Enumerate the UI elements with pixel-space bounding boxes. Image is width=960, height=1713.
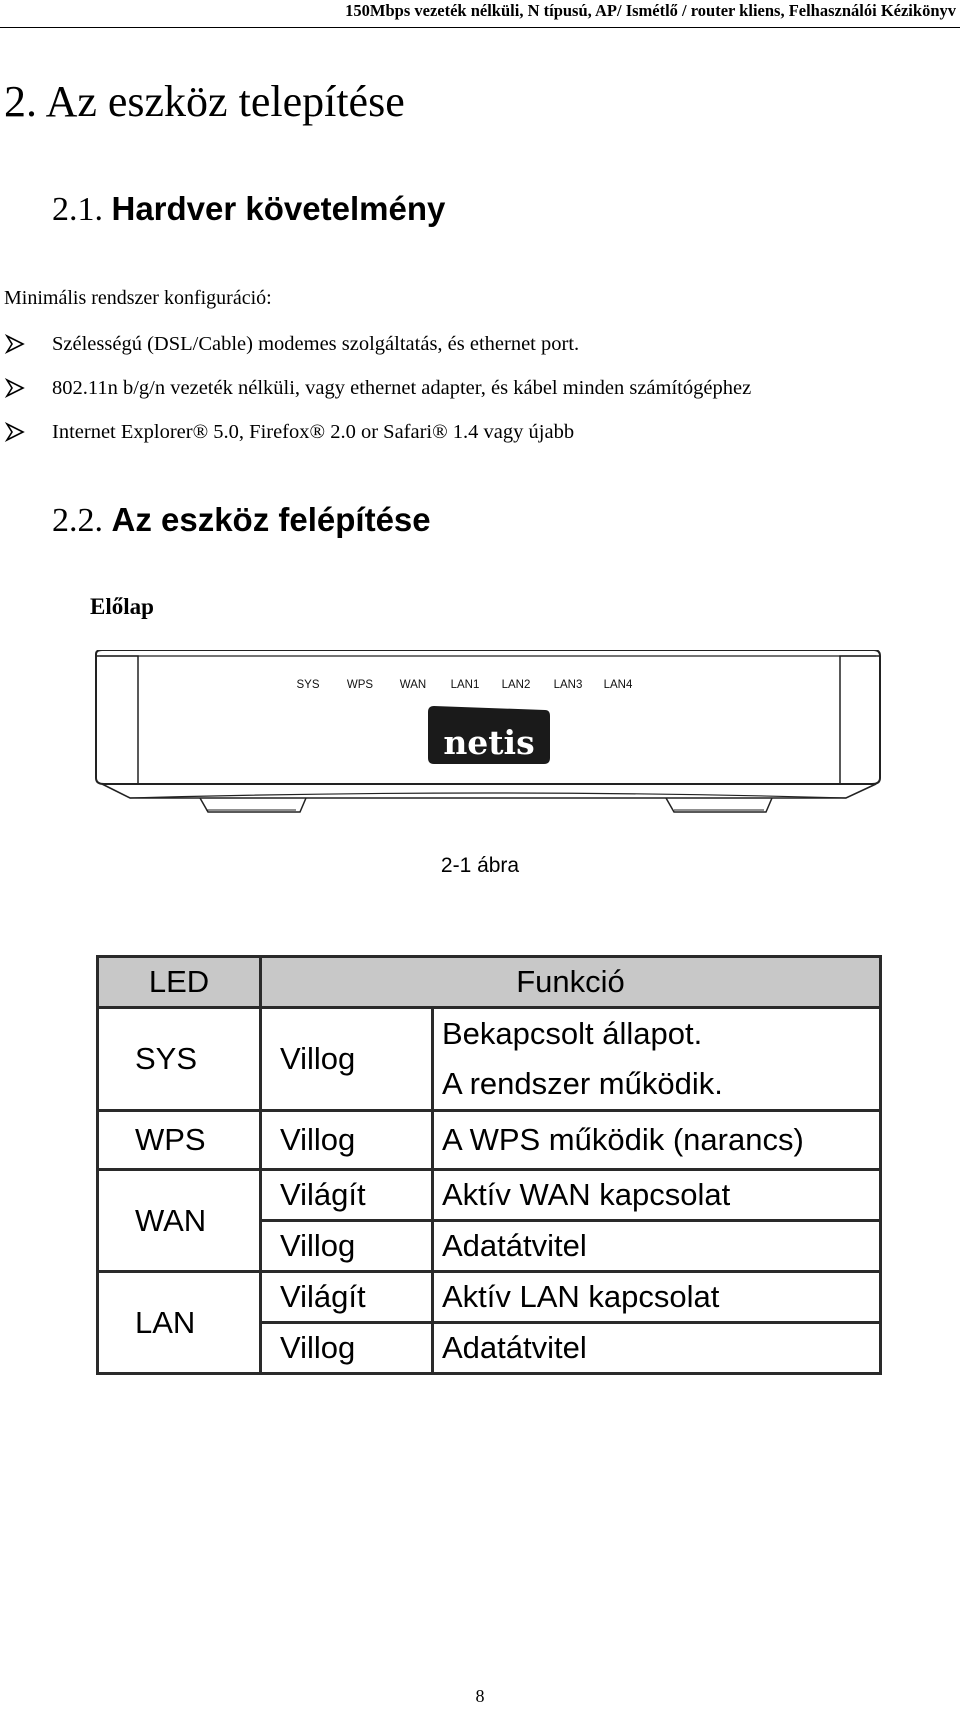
function-cell: Adatátvitel [433, 1323, 881, 1374]
page-number: 8 [475, 1686, 485, 1706]
section-heading-structure [52, 497, 431, 544]
column-header-led: LED [98, 957, 261, 1008]
state-cell: Villog [261, 1323, 433, 1374]
router-front-panel-illustration [90, 650, 886, 830]
requirement-text: Szélességú (DSL/Cable) modemes szolgáltatás, és ethernet port. [52, 333, 580, 355]
led-cell: WAN [98, 1170, 261, 1272]
table-row [98, 1272, 881, 1323]
led-label-lan1: LAN1 [450, 679, 480, 691]
table-header-row [98, 957, 881, 1008]
led-label-lan4: LAN4 [603, 679, 633, 691]
intro-text: Minimális rendszer konfiguráció: [4, 287, 272, 309]
led-cell: WPS [98, 1111, 261, 1170]
led-function-table [96, 955, 882, 1375]
table-row [98, 1111, 881, 1170]
function-line: Bekapcsolt állapot. [442, 1016, 703, 1051]
state-cell: Villog [261, 1008, 433, 1111]
section-title: Hardver követelmény [111, 190, 446, 227]
section-number: 2.2. [52, 502, 103, 539]
figure-caption: 2-1 ábra [440, 854, 520, 877]
table-row [98, 1008, 881, 1111]
arrow-bullet-icon [4, 330, 26, 358]
state-cell: Villog [261, 1221, 433, 1272]
led-cell: SYS [98, 1008, 261, 1111]
led-label-wan: WAN [399, 679, 427, 691]
led-cell: LAN [98, 1272, 261, 1374]
arrow-bullet-icon [4, 418, 26, 446]
header-rule [0, 27, 960, 28]
led-label-wps: WPS [346, 679, 374, 691]
led-label-lan2: LAN2 [501, 679, 531, 691]
column-header-function: Funkció [261, 957, 881, 1008]
chapter-title: 2. Az eszköz telepítése [4, 77, 405, 126]
brand-logo: netis [443, 723, 535, 762]
table-row [98, 1170, 881, 1221]
section-heading-hardware [52, 186, 445, 233]
function-cell: Aktív LAN kapcsolat [433, 1272, 881, 1323]
section-number: 2.1. [52, 191, 103, 228]
function-cell: A WPS működik (narancs) [433, 1111, 881, 1170]
state-cell: Világít [261, 1170, 433, 1221]
requirement-text: Internet Explorer® 5.0, Firefox® 2.0 or Safari® 1.4 vagy újabb [52, 421, 575, 443]
requirement-text: 802.11n b/g/n vezeték nélküli, vagy ethernet adapter, és kábel minden számítógéphez [52, 377, 752, 399]
function-cell [433, 1008, 881, 1111]
function-cell: Aktív WAN kapcsolat [433, 1170, 881, 1221]
led-label-sys: SYS [296, 679, 320, 691]
function-line: A rendszer működik. [442, 1066, 723, 1101]
running-header: 150Mbps vezeték nélküli, N típusú, AP/ Ismétlő / router kliens, Felhasználói Kézikönyv [345, 1, 956, 20]
state-cell: Világít [261, 1272, 433, 1323]
section-title: Az eszköz felépítése [111, 501, 431, 538]
arrow-bullet-icon [4, 374, 26, 402]
led-label-lan3: LAN3 [553, 679, 583, 691]
front-panel-title: Előlap [90, 594, 154, 619]
function-cell: Adatátvitel [433, 1221, 881, 1272]
state-cell: Villog [261, 1111, 433, 1170]
